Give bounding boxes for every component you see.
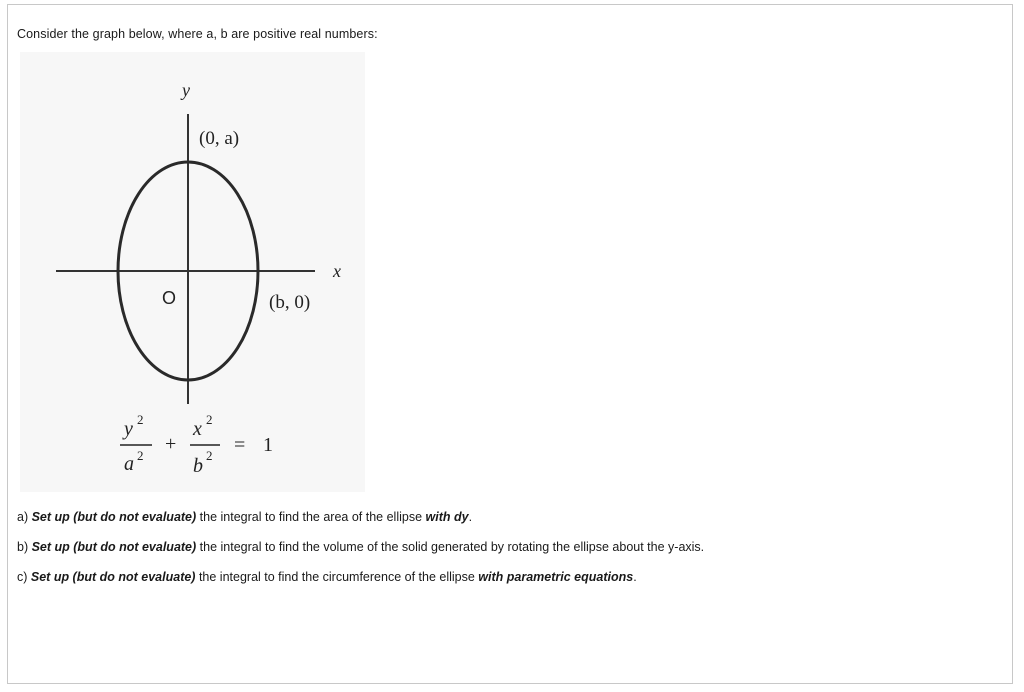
point-top-label: (0, a) [199, 128, 240, 149]
question-c-suffix: . [633, 570, 637, 584]
eq-num1: y [124, 418, 133, 440]
question-b-emphasis: Set up (but do not evaluate) [31, 540, 197, 554]
question-b-text: the integral to find the volume of the solid generated by rotating the ellipse about the y-axis. [196, 540, 705, 554]
question-c-text: the integral to find the circumference of the ellipse [195, 570, 479, 584]
eq-den2-exp: 2 [206, 448, 213, 463]
question-c-emphasis: Set up (but do not evaluate) [30, 570, 196, 584]
eq-den2: b [193, 455, 203, 477]
ellipse-figure [20, 52, 365, 492]
y-axis-label: y [182, 80, 190, 100]
origin-label: O [162, 288, 177, 308]
eq-den1: a [124, 453, 134, 475]
eq-equals: = [234, 434, 246, 456]
eq-num1-exp: 2 [137, 412, 144, 427]
question-a-emphasis: Set up (but do not evaluate) [31, 510, 197, 524]
question-c-prefix: c) [17, 570, 31, 584]
intro-text: Consider the graph below, where a, b are positive real numbers: [17, 27, 378, 41]
question-a-emphasis-2: with dy [425, 510, 469, 524]
question-c [17, 570, 637, 584]
question-c-emphasis-2: with parametric equations [478, 570, 634, 584]
question-a [17, 510, 472, 524]
x-axis-label: x [333, 261, 341, 281]
eq-den1-exp: 2 [137, 448, 144, 463]
eq-num2: x [193, 418, 202, 440]
question-a-suffix: . [468, 510, 473, 524]
eq-rhs: 1 [263, 434, 273, 456]
question-b-prefix: b) [17, 540, 32, 554]
question-a-text: the integral to find the area of the ellipse [196, 510, 426, 524]
ellipse-graph [20, 52, 365, 492]
question-a-prefix: a) [17, 510, 32, 524]
question-b [17, 540, 704, 554]
eq-num2-exp: 2 [206, 412, 213, 427]
point-right-label: (b, 0) [269, 292, 311, 313]
eq-plus: + [165, 433, 177, 455]
